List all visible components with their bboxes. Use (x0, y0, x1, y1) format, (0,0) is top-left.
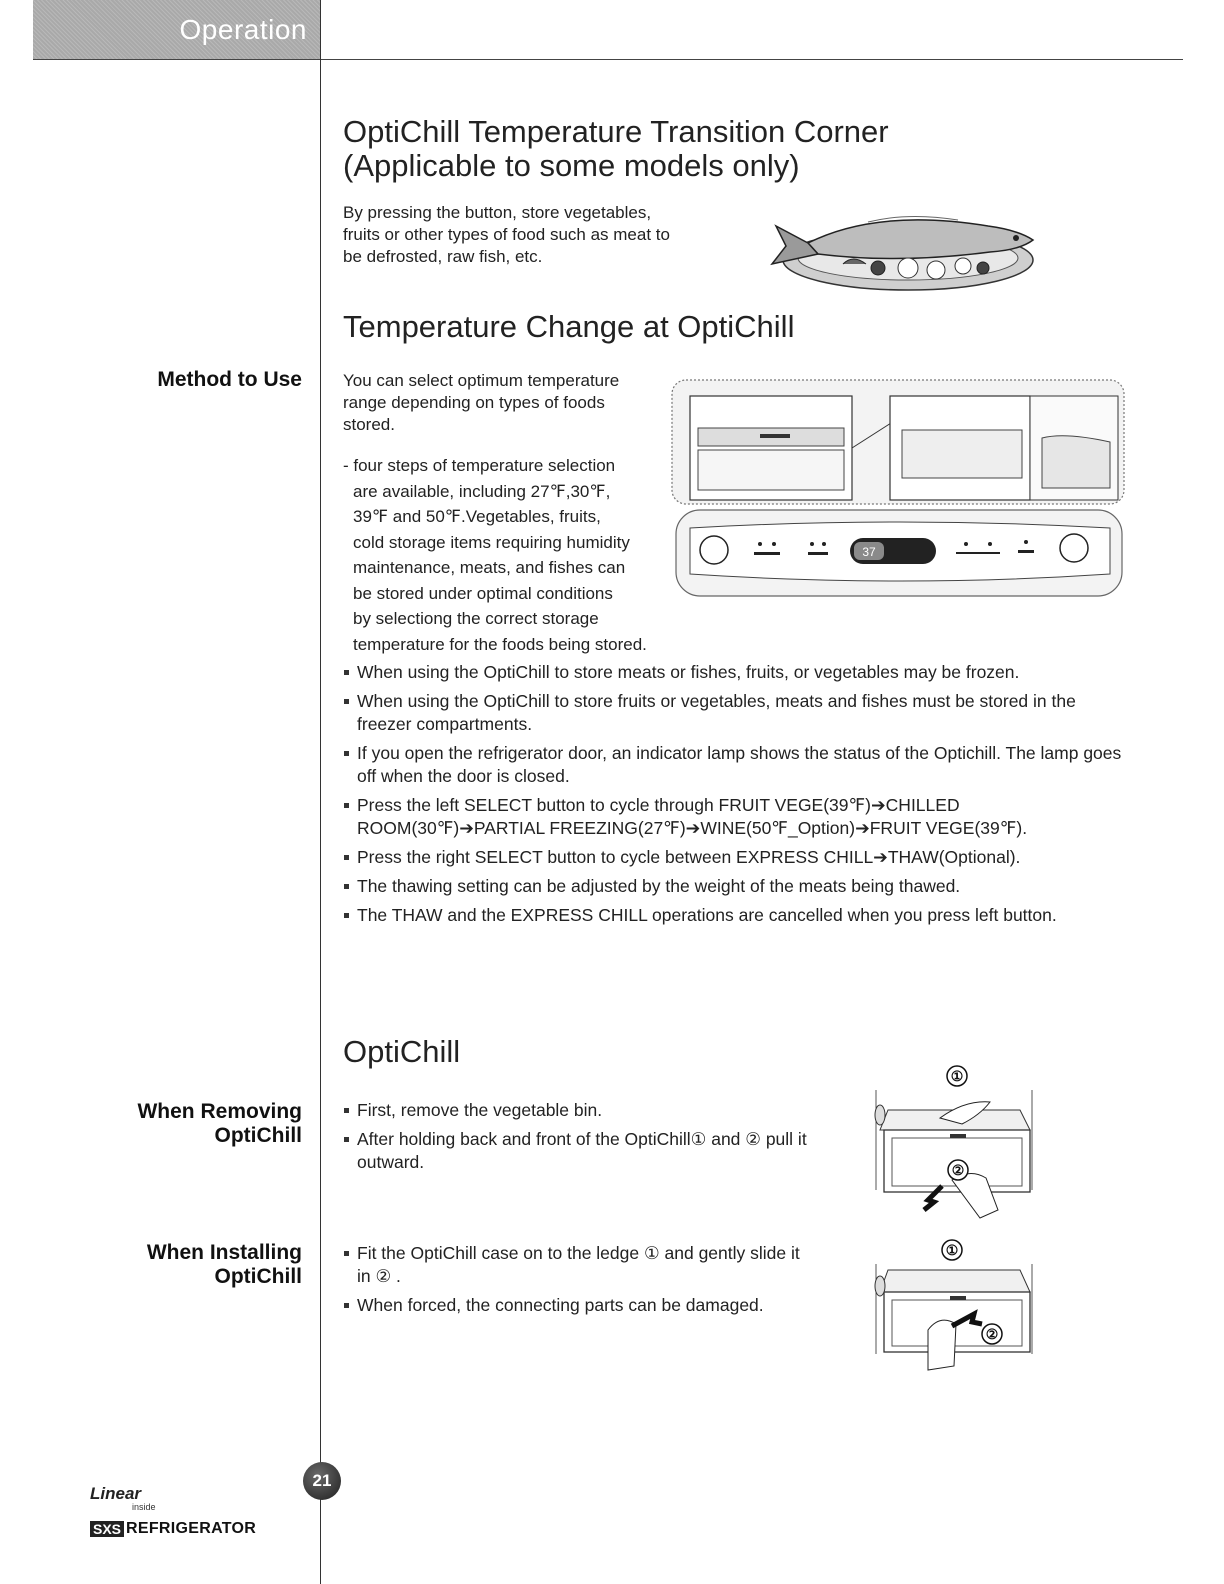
temperature-steps-paragraph (343, 453, 647, 657)
temperature-change-title: Temperature Change at OptiChill (343, 309, 795, 344)
steps-line: - four steps of temperature selection (343, 456, 616, 475)
transition-corner-intro (343, 202, 670, 268)
steps-line: temperature for the foods being stored. (353, 634, 647, 654)
linear-logo: Linear (90, 1484, 142, 1503)
optichill-title: OptiChill (343, 1034, 461, 1069)
fish-platter-illustration (758, 198, 1048, 296)
sxs-logo: SXS (90, 1521, 124, 1537)
intro-line: be defrosted, raw fish, etc. (343, 247, 543, 266)
list-item: Fit the OptiChill case on to the ledge ① and gently slide it in ② . (343, 1242, 813, 1288)
method-bullets (343, 661, 1123, 933)
list-item: The thawing setting can be adjusted by the weight of the meats being thawed. (343, 875, 1123, 898)
title-line-1: OptiChill Temperature Transition Corner (343, 114, 889, 149)
marker-2: ② (951, 1162, 965, 1178)
paragraph-line: stored. (343, 415, 395, 434)
installing-optichill-illustration (870, 1234, 1040, 1379)
list-item: The THAW and the EXPRESS CHILL operations are cancelled when you press left button. (343, 904, 1123, 927)
list-item: First, remove the vegetable bin. (343, 1099, 828, 1122)
intro-line: By pressing the button, store vegetables, (343, 203, 652, 222)
label-line: When Removing (137, 1100, 302, 1123)
intro-line: fruits or other types of food such as meat to (343, 225, 670, 244)
list-item: If you open the refrigerator door, an indicator lamp shows the status of the Optichill. The lamp goes off when the door is closed. (343, 742, 1123, 788)
steps-line: 39℉ and 50℉.Vegetables, fruits, (353, 507, 601, 526)
list-item: When forced, the connecting parts can be damaged. (343, 1294, 813, 1317)
marker-1: ① (945, 1242, 959, 1258)
label-line: When Installing (146, 1241, 302, 1264)
title-line-2: (Applicable to some models only) (343, 148, 800, 183)
when-installing-label (147, 1241, 302, 1289)
when-removing-label (137, 1100, 302, 1148)
column-divider (320, 0, 321, 1584)
refrigerator-logo-text: REFRIGERATOR (126, 1520, 257, 1537)
label-line: OptiChill (214, 1265, 302, 1288)
linear-logo-subtext: inside (132, 1502, 156, 1512)
steps-line: be stored under optimal conditions (353, 583, 613, 603)
steps-line: maintenance, meats, and fishes can (353, 558, 626, 577)
label-line: OptiChill (214, 1124, 302, 1147)
removing-optichill-illustration (870, 1060, 1040, 1222)
section-tab-label: Operation (179, 14, 307, 45)
panel-display-readout: 37 (862, 545, 876, 559)
marker-2: ② (985, 1326, 999, 1342)
list-item: Press the right SELECT button to cycle between EXPRESS CHILL➔THAW(Optional). (343, 846, 1123, 869)
list-item: When using the OptiChill to store meats or fishes, fruits, or vegetables may be frozen. (343, 661, 1123, 684)
method-paragraph (343, 370, 619, 436)
paragraph-line: range depending on types of foods (343, 393, 605, 412)
installing-bullets (343, 1242, 813, 1323)
section-tab (33, 0, 321, 60)
method-to-use-label: Method to Use (157, 368, 302, 391)
refrigerator-drawer-illustration (670, 378, 1130, 600)
header-divider (33, 59, 1183, 60)
steps-line: cold storage items requiring humidity (353, 532, 630, 552)
transition-corner-title (343, 115, 889, 183)
list-item: When using the OptiChill to store fruits or vegetables, meats and fishes must be stored in the freezer compartments. (343, 690, 1123, 736)
page-number: 21 (303, 1462, 341, 1500)
steps-line: are available, including 27℉,30℉, (353, 481, 611, 501)
paragraph-line: You can select optimum temperature (343, 371, 620, 390)
list-item: After holding back and front of the OptiChill① and ② pull it outward. (343, 1128, 828, 1174)
marker-1: ① (950, 1068, 964, 1084)
removing-bullets (343, 1099, 828, 1180)
steps-line: by selectiong the correct storage (353, 609, 599, 628)
list-item: Press the left SELECT button to cycle through FRUIT VEGE(39℉)➔CHILLED ROOM(30℉)➔PARTIAL FREEZING(27℉)➔WINE(50℉_Option)➔FRUIT VEGE(39℉). (343, 794, 1123, 840)
